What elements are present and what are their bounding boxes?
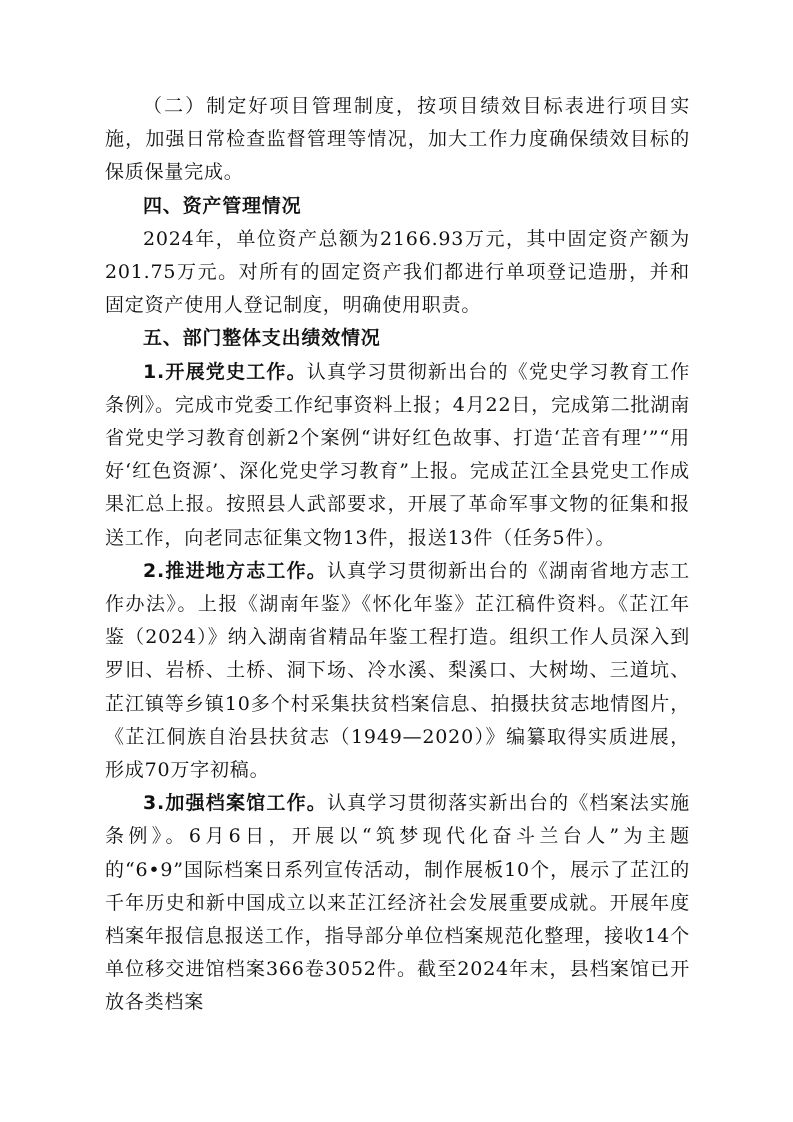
paragraph-local-chronicles	[105, 555, 690, 787]
paragraph-archives	[105, 787, 690, 1019]
item-2-text: 认真学习贯彻新出台的《湖南省地方志工作办法》。上报《湖南年鉴》《怀化年鉴》芷江稿件资料。《芷江年鉴（2024）》纳入湖南省精品年鉴工程打造。组织工作人员深入到罗旧、岩桥、土桥、洞下场、冷水溪、梨溪口、大树坳、三道坑、芷江镇等乡镇10多个村采集扶贫档案信息、拍摄扶贫志地情图片，《芷江侗族自治县扶贫志（1949—2020）》编纂取得实质进展，形成70万字初稿。	[105, 559, 690, 782]
item-1-lead: 1.开展党史工作。	[143, 360, 307, 383]
heading-department-expenditure: 五、部门整体支出绩效情况	[143, 327, 381, 350]
document-body	[105, 90, 690, 1020]
item-2-lead: 2.推进地方志工作。	[143, 559, 327, 582]
paragraph-project-management: （二）制定好项目管理制度，按项目绩效目标表进行项目实施，加强日常检查监督管理等情况，加大工作力度确保绩效目标的保质保量完成。	[105, 95, 690, 184]
item-1-text: 认真学习贯彻新出台的《党史学习教育工作条例》。完成市党委工作纪事资料上报；4月22日，完成第二批湖南省党史学习教育创新2个案例“讲好红色故事、打造‘芷音有理’”“用好‘红色资源’、深化党史学习教育”上报。完成芷江全县党史工作成果汇总上报。按照县人武部要求，开展了革命军事文物的征集和报送工作，向老同志征集文物13件，报送13件（任务5件）。	[105, 360, 690, 549]
paragraph-assets: 2024年，单位资产总额为2166.93万元，其中固定资产额为201.75万元。对所有的固定资产我们都进行单项登记造册，并和固定资产使用人登记制度，明确使用职责。	[105, 227, 690, 317]
item-3-text: 认真学习贯彻落实新出台的《档案法实施条例》。6月6日，开展以“筑梦现代化奋斗兰台人”为主题的“6•9”国际档案日系列宣传活动，制作展板10个，展示了芷江的千年历史和新中国成立以来芷江经济社会发展重要成就。开展年度档案年报信息报送工作，指导部分单位档案规范化整理，接收14个单位移交进馆档案366卷3052件。截至2024年末，县档案馆已开放各类档案	[105, 792, 690, 1014]
item-3-lead: 3.加强档案馆工作。	[143, 792, 327, 815]
paragraph-party-history	[105, 356, 690, 555]
heading-asset-management: 四、资产管理情况	[143, 194, 302, 217]
